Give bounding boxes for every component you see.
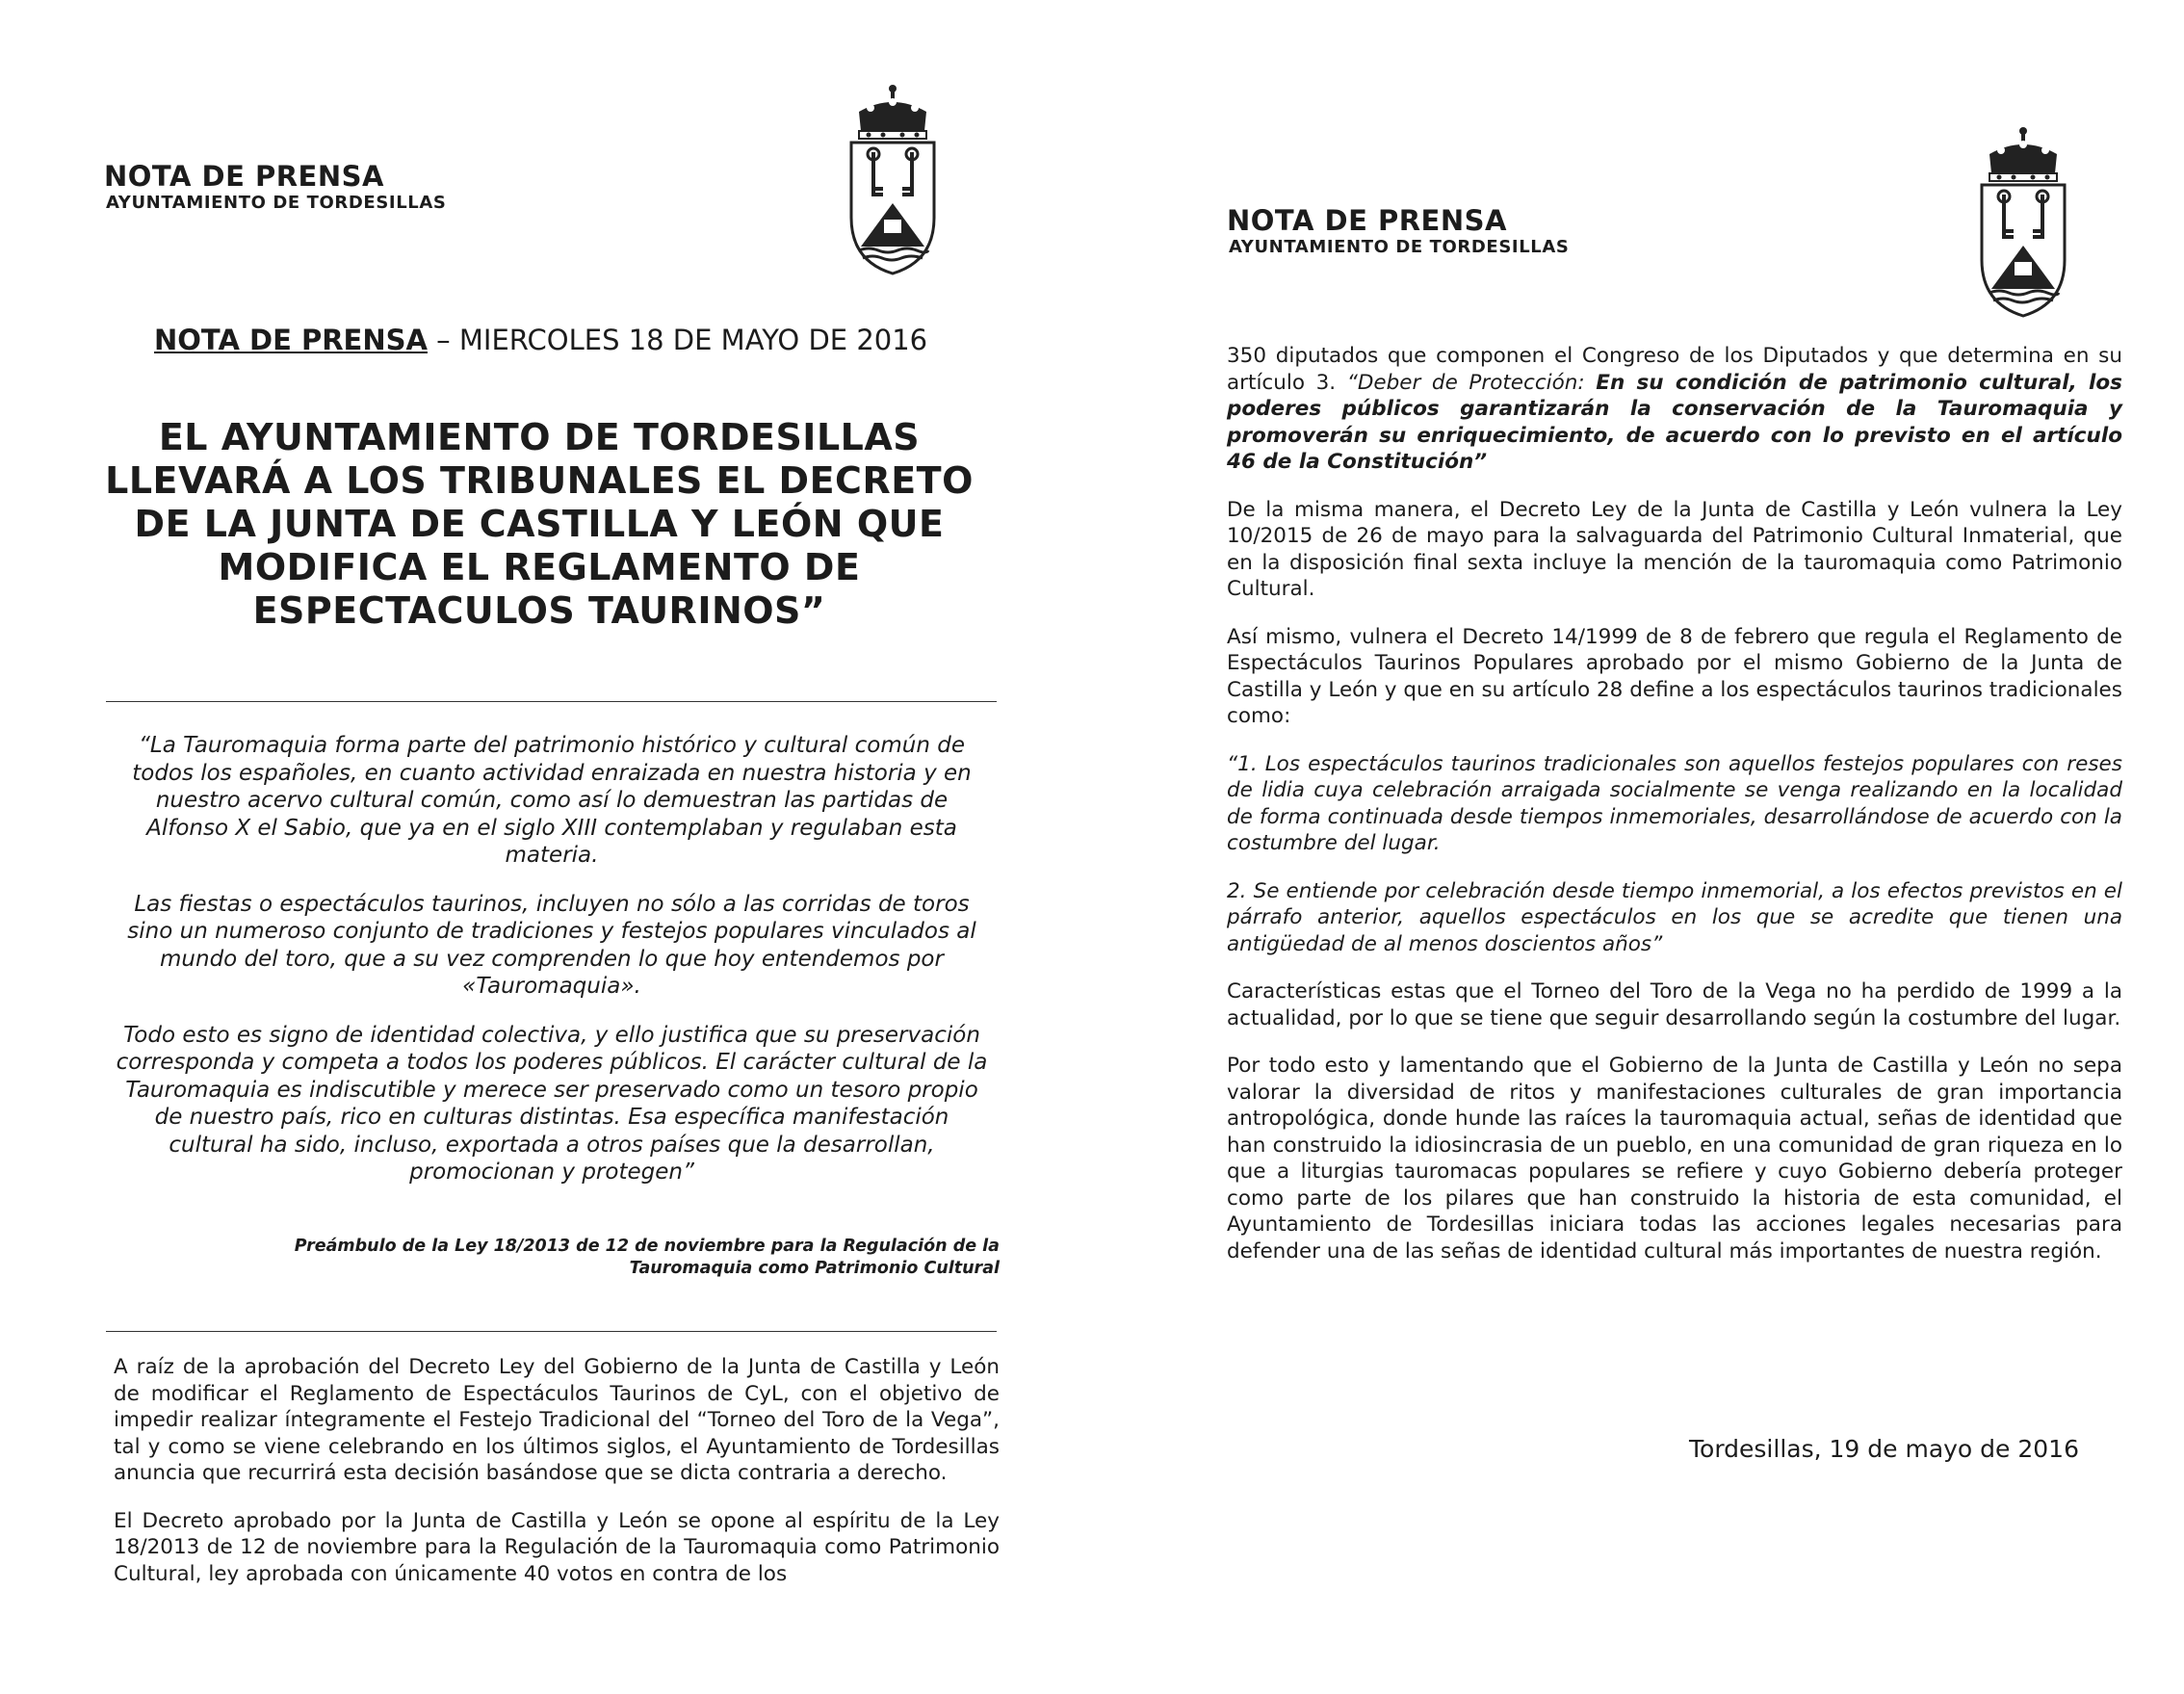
quote-paragraph: “La Tauromaquia forma parte del patrimonio histórico y cultural común de todos los españoles, en cuanto actividad enraizada en nuestra historia y en nuestro acervo cultural común, como así lo demuestran las partidas de Alfonso X el Sabio, que ya en el siglo XIII contemplaban y regulaban esta materia.: [132, 733, 972, 868]
quote-paragraph: Todo esto es signo de identidad colectiva, y ello justifica que su preservación corresponda y competa a todos los poderes públicos. El carácter cultural de la Tauromaquia es indiscutible y merece ser preservado como un tesoro propio de nuestro país, rico en culturas distintas. Esa específica manifestación cultural ha sido, incluso, exportada a otros países que la desarrollan, promocionan y protegen”: [116, 1022, 988, 1185]
body-paragraph: De la misma manera, el Decreto Ley de la Junta de Castilla y León vulnera la Ley 10/2015 de 26 de mayo para la salvaguarda del Patrimonio Cultural Inmaterial, que en la disposición final sexta incluye la mención de la tauromaquia como Patrimonio Cultural.: [1227, 497, 2122, 601]
body-paragraph: El Decreto aprobado por la Junta de Castilla y León se opone al espíritu de la Ley 18/2013 de 12 de noviembre para la Regulación de la Tauromaquia como Patrimonio Cultural, ley aprobada con únicamente 40 votos en contra de los: [114, 1508, 1000, 1586]
header-subtitle: AYUNTAMIENTO DE TORDESILLAS: [1229, 237, 1570, 257]
body-text: [114, 1354, 1000, 1608]
divider: [106, 1331, 997, 1332]
quote-paragraph: Las fiestas o espectáculos taurinos, incluyen no sólo a las corridas de toros sino un numeroso conjunto de tradiciones y festejos populares vinculados al mundo del toro, que a su vez comprenden lo que hoy entendemos por «Tauromaquia».: [127, 891, 976, 999]
page-right: [1092, 0, 2184, 1694]
headline-line: EL AYUNTAMIENTO DE TORDESILLAS: [158, 416, 921, 458]
body-paragraph: [1227, 343, 2122, 476]
headline-line: LLEVARÁ A LOS TRIBUNALES EL DECRETO: [105, 459, 974, 502]
headline: [96, 416, 982, 633]
body-paragraph: A raíz de la aprobación del Decreto Ley del Gobierno de la Junta de Castilla y León de modificar el Reglamento de Espectáculos Taurinos de CyL, con el objetivo de impedir realizar íntegramente el Festejo Tradicional del “Torneo del Toro de la Vega”, tal y como se viene celebrando en los últimos siglos, el Ayuntamiento de Tordesillas anuncia que recurrirá esta decisión basándose que se dicta contraria a derecho.: [114, 1355, 1000, 1485]
decree-quote-paragraph: 2. Se entiende por celebración desde tiempo inmemorial, a los efectos previstos en el párrafo anterior, aquellos espectáculos en los que se acredite que tienen una antigüedad de al menos doscientos años”: [1227, 878, 2122, 956]
headline-line: DE LA JUNTA DE CASTILLA Y LEÓN QUE: [134, 503, 945, 545]
body-paragraph: Características estas que el Torneo del Toro de la Vega no ha perdido de 1999 a la actualidad, por lo que se tiene que seguir desarrollando según la costumbre del lugar.: [1227, 979, 2122, 1030]
preamble-citation: [221, 1236, 1000, 1280]
article-quote: En su condición de patrimonio cultural, los poderes públicos garantizarán la conservación de la Tauromaquia y promoverán su enriquecimiento, de acuerdo con lo previsto en el artículo 46 de la Constitución”: [1227, 370, 2122, 474]
body-paragraph: Por todo esto y lamentando que el Gobierno de la Junta de Castilla y León no sepa valorar la diversidad de ritos y manifestaciones culturales de gran importancia antropológica, donde hunde las raíces la tauromaquia actual, señas de identidad que han construido la idiosincrasia de un pueblo, en una comunidad de gran riqueza en lo que a liturgias tauromacas populares se refiere y cuyo Gobierno debería proteger como parte de los pilares que han construido la historia de esta comunidad, el Ayuntamiento de Tordesillas iniciara todas las acciones legales necesarias para defender una de las señas de identidad cultural más importantes de nuestra región.: [1227, 1054, 2122, 1264]
article-title: “Deber de Protección:: [1346, 370, 1597, 395]
header-subtitle: AYUNTAMIENTO DE TORDESILLAS: [106, 193, 447, 213]
dateline-date: – MIERCOLES 18 DE MAYO DE 2016: [427, 324, 928, 356]
header-title: NOTA DE PRENSA: [104, 160, 384, 193]
body-text: [1227, 343, 2122, 1286]
dateline: [154, 324, 927, 356]
body-text-run: 350 diputados que componen el Congreso de los Diputados y que determina en su artículo 3.: [1227, 344, 2122, 395]
body-paragraph: Así mismo, vulnera el Decreto 14/1999 de 8 de febrero que regula el Reglamento de Espectáculos Taurinos Populares aprobado por el mismo Gobierno de la Junta de Castilla y León y que en su artículo 28 define a los espectáculos taurinos tradicionales como:: [1227, 624, 2122, 728]
headline-line: MODIFICA EL REGLAMENTO DE: [218, 546, 861, 588]
divider: [106, 701, 997, 702]
citation-line: Tauromaquia como Patrimonio Cultural: [629, 1259, 1000, 1278]
decree-quote-paragraph: “1. Los espectáculos taurinos tradicionales son aquellos festejos populares con reses de lidia cuya celebración arraigada socialmente se venga realizando en la localidad de forma continuada desde tiempos inmemoriales, desarrollándose de acuerdo con la costumbre del lugar.: [1227, 751, 2122, 855]
dateline-label: NOTA DE PRENSA: [154, 324, 428, 356]
coat-of-arms-icon: [1970, 125, 2076, 318]
citation-line: Preámbulo de la Ley 18/2013 de 12 de noviembre para la Regulación de la: [294, 1237, 1000, 1256]
preamble-quote: [114, 732, 990, 1208]
header-title: NOTA DE PRENSA: [1227, 204, 1507, 237]
signature-date: Tordesillas, 19 de mayo de 2016: [1689, 1435, 2079, 1463]
headline-line: ESPECTACULOS TAURINOS”: [252, 589, 826, 632]
coat-of-arms-icon: [840, 83, 946, 275]
